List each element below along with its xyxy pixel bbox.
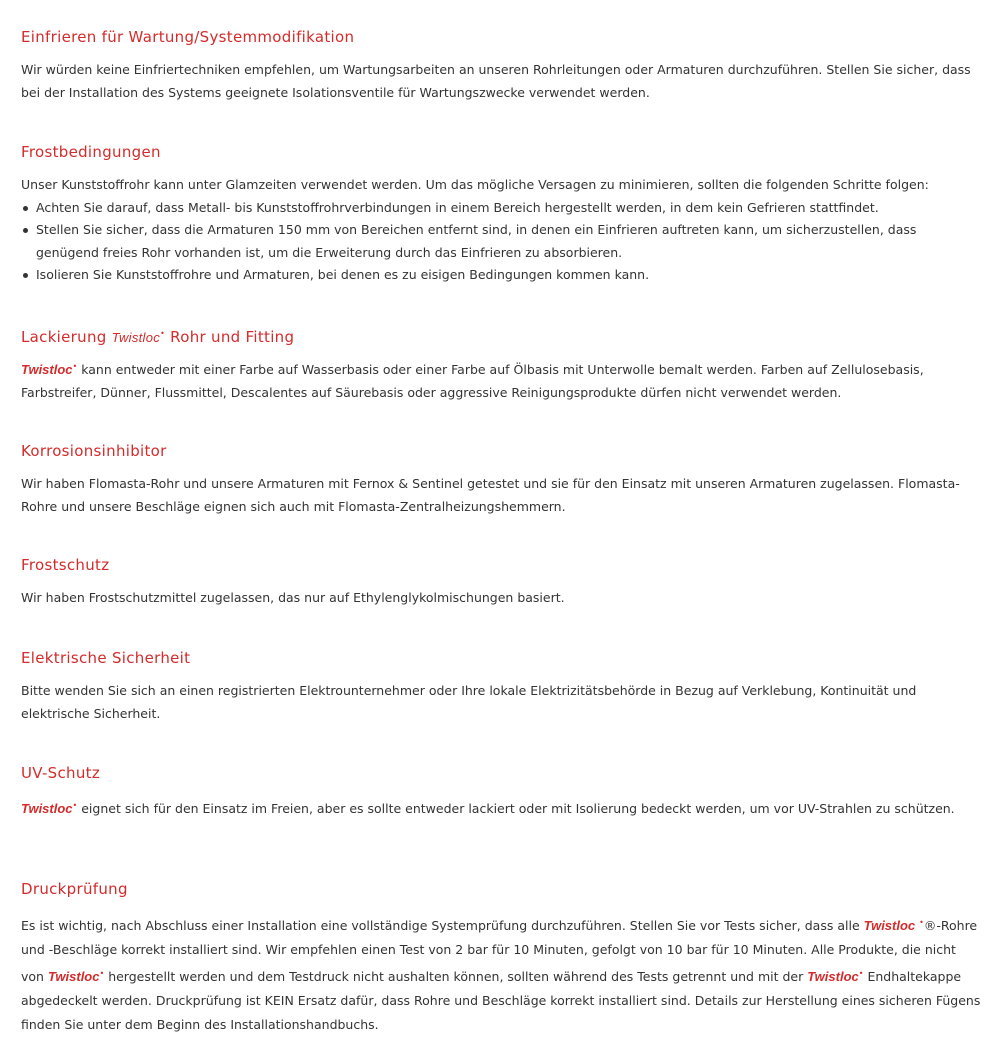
section-title — [21, 324, 981, 344]
section-title: UV-Schutz — [21, 764, 101, 782]
title-pre: Lackierung — [21, 328, 107, 346]
brand-name: Twistloc — [21, 362, 73, 378]
brand-name: Twistloc — [111, 330, 161, 345]
brand-mark: • — [919, 918, 924, 927]
section-druckpruefung — [21, 879, 981, 1037]
brand-name: Twistloc — [47, 969, 100, 985]
section-lackierung — [21, 324, 981, 404]
brand-name: Twistloc — [863, 918, 916, 934]
list-item: Achten Sie darauf, dass Metall- bis Kunststoffrohrverbindungen in einem Bereich hergestellt werden, in dem kein Gefrieren stattfindet. — [21, 197, 981, 220]
bullet-list — [21, 197, 981, 287]
section-text: Wir haben Frostschutzmittel zugelassen, das nur auf Ethylenglykolmischungen basiert. — [21, 590, 565, 605]
section-frostbedingungen — [21, 142, 981, 287]
section-text: Wir würden keine Einfriertechniken empfehlen, um Wartungsarbeiten an unseren Rohrleitungen oder Armaturen durchzuführen. Stellen Sie sicher, dass bei der Installation des Systems geeignete Isolationsventile für Wartungszwecke verwendet werden. — [21, 62, 971, 100]
text-part-1: Es ist wichtig, nach Abschluss einer Installation eine vollständige Systemprüfung durchzuführen. Stellen Sie vor Tests sicher, dass alle — [21, 918, 860, 934]
section-text — [21, 911, 981, 1037]
text-body: eignet sich für den Einsatz im Freien, aber es sollte entweder lackiert oder mit Isolierung bedeckt werden, um vor UV-Strahlen zu schützen. — [81, 801, 955, 817]
section-title: Korrosionsinhibitor — [21, 442, 167, 460]
brand-name: Twistloc — [807, 969, 859, 985]
section-uv-schutz — [21, 763, 981, 821]
section-title: Frostbedingungen — [21, 143, 161, 161]
text-part-3: hergestellt werden und dem Testdruck nicht aushalten können, sollten während des Tests getrennt und mit der — [108, 969, 804, 985]
list-item: Stellen Sie sicher, dass die Armaturen 150 mm von Bereichen entfernt sind, in denen ein Einfrieren auftreten kann, um sicherzustellen, dass genügend freies Rohr vorhanden ist, um die Erweiterung durch das Einfrieren zu absorbieren. — [21, 219, 981, 264]
section-title: Einfrieren für Wartung/Systemmodifikation — [21, 28, 355, 46]
section-frostschutz — [21, 555, 981, 610]
text-part-4: Endhaltekappe abgedeckelt werden. Druckprüfung ist KEIN Ersatz dafür, dass Rohre und Beschläge korrekt installiert sind. Details zur Herstellung eines sicheren Fügens finden Sie unter dem Beginn des Installationshandbuchs. — [21, 969, 981, 1033]
section-intro: Unser Kunststoffrohr kann unter Glamzeiten verwendet werden. Um das mögliche Versagen zu minimieren, sollten die folgenden Schritte folgen: — [21, 177, 929, 192]
section-title: Druckprüfung — [21, 880, 128, 898]
section-text: Wir haben Flomasta-Rohr und unsere Armaturen mit Fernox & Sentinel getestet und sie für den Einsatz mit unseren Armaturen zugelassen. Flomasta-Rohre und unsere Beschläge eignen sich auch mit Flomasta-Zentralheizungshemmern. — [21, 476, 960, 514]
section-title: Elektrische Sicherheit — [21, 649, 191, 667]
brand-mark: • — [160, 329, 166, 338]
brand-mark: • — [72, 801, 78, 810]
text-body: kann entweder mit einer Farbe auf Wasserbasis oder einer Farbe auf Ölbasis mit Unterwolle bemalt werden. Farben auf Zellulosebasis, Farbstreifer, Dünner, Flussmittel, Descalentes auf Säurebasis oder aggressive Reinigungsprodukte dürfen nicht verwendet werden. — [21, 362, 924, 400]
section-korrosionsinhibitor — [21, 441, 981, 518]
list-item: Isolieren Sie Kunststoffrohre und Armaturen, bei denen es zu eisigen Bedingungen kommen kann. — [21, 264, 981, 287]
section-text — [21, 795, 981, 821]
section-title: Frostschutz — [21, 556, 110, 574]
text-part-2: ®-Rohre und -Beschläge korrekt installiert sind. Wir empfehlen einen Test von 2 bar für 10 Minuten, gefolgt von 10 bar für 10 Minuten. Alle Produkte, die nicht von — [21, 918, 978, 985]
section-einfrieren — [21, 27, 981, 104]
section-elektrische-sicherheit — [21, 648, 981, 725]
brand-mark: • — [858, 969, 864, 979]
title-post: Rohr und Fitting — [170, 328, 295, 346]
brand-name: Twistloc — [21, 801, 73, 817]
brand-mark: • — [99, 969, 105, 979]
section-text — [21, 356, 981, 404]
brand-mark: • — [72, 362, 78, 371]
section-text: Bitte wenden Sie sich an einen registrierten Elektrounternehmer oder Ihre lokale Elektrizitätsbehörde in Bezug auf Verklebung, Kontinuität und elektrische Sicherheit. — [21, 683, 917, 721]
